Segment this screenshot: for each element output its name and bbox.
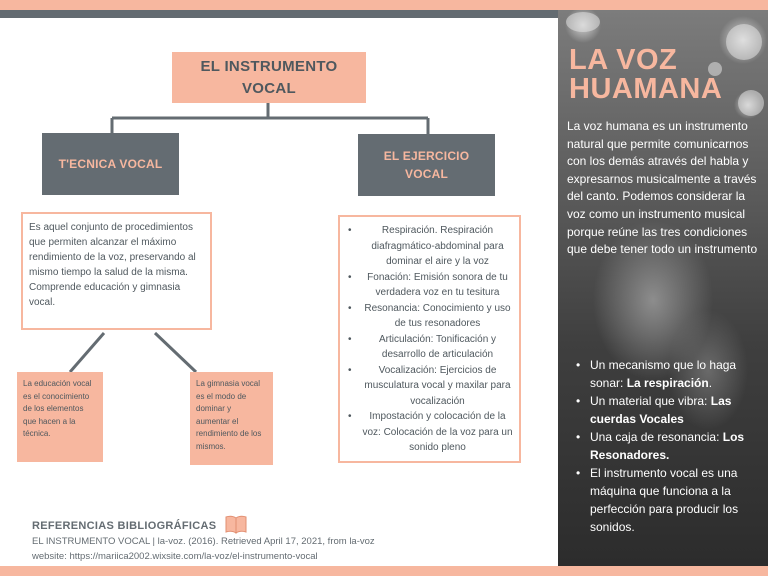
list-item: • Respiración. Respiración diafragmático-abdominal para dominar el aire y la voz bbox=[346, 223, 515, 270]
page-title bbox=[172, 52, 366, 103]
gymnastics-note-text: La gimnasia vocal es el modo de dominar y aumentar el rendimiento de los mismos. bbox=[196, 379, 262, 451]
ejercicio-vocal-label-line2: VOCAL bbox=[405, 167, 448, 181]
list-item: • Resonancia: Conocimiento y uso de tus resonadores bbox=[346, 301, 515, 332]
list-item: • Fonación: Emisión sonora de tu verdadera voz en tu tesitura bbox=[346, 270, 515, 301]
tecnica-vocal-label: T'ECNICA VOCAL bbox=[58, 157, 163, 171]
list-item: • Impostación y colocación de la voz: Colocación de la voz para un sonido pleno bbox=[346, 409, 515, 456]
references-title-text: REFERENCIAS BIBLIOGRÁFICAS bbox=[32, 519, 217, 532]
panel-paragraph: La voz humana es un instrumento natural que permite comunicarnos con los demás através del habla y expresarnos musicalmente a través del canto. Podemos considerar la voz como un instrumento musical porque reúne las tres condiciones que debe tener todo un instrumento bbox=[567, 119, 758, 257]
ejercicio-vocal-label-line1: EL EJERCICIO bbox=[383, 149, 470, 163]
panel-title-line2: HUAMANA bbox=[569, 73, 723, 105]
list-item: • El instrumento vocal es una máquina que funciona a la perfección para producir los sonidos. bbox=[572, 464, 758, 536]
connector-gym bbox=[155, 333, 196, 372]
page-title-line1: EL INSTRUMENTO bbox=[200, 57, 338, 75]
panel-title bbox=[569, 46, 722, 104]
list-item: • Un mecanismo que lo haga sonar: La respiración. bbox=[572, 356, 758, 392]
bokeh-light bbox=[726, 24, 762, 60]
tecnica-vocal-description-text: Es aquel conjunto de procedimientos que permiten alcanzar el máximo rendimiento de la voz, preservando al mismo tiempo la salud de la misma. Comprende educación y gimnasia vocal. bbox=[29, 222, 196, 308]
tecnica-vocal-description bbox=[21, 212, 212, 330]
ejercicio-vocal-list bbox=[346, 223, 515, 456]
singer-photo-panel bbox=[558, 10, 768, 566]
connector-edu bbox=[70, 333, 104, 372]
panel-title-line1: LA VOZ bbox=[569, 44, 678, 76]
gymnastics-note bbox=[190, 372, 273, 465]
education-note-text: La educación vocal es el conocimiento de los elementos que hacen a la técnica. bbox=[23, 379, 92, 438]
bottom-accent-bar bbox=[0, 566, 768, 576]
bokeh-light bbox=[566, 12, 600, 32]
reference-entry bbox=[32, 534, 412, 564]
ejercicio-vocal-list-box bbox=[338, 215, 521, 463]
ejercicio-vocal-heading bbox=[358, 134, 495, 196]
bokeh-light bbox=[738, 90, 764, 116]
reference-line1: EL INSTRUMENTO VOCAL | la-voz. (2016). Retrieved April 17, 2021, from la-voz bbox=[32, 536, 375, 547]
tecnica-vocal-heading bbox=[42, 133, 179, 195]
panel-list bbox=[572, 356, 758, 536]
list-item: • Vocalización: Ejercicios de musculatura vocal y maxilar para vocalización bbox=[346, 363, 515, 410]
reference-line2: website: https://mariica2002.wixsite.com/la-voz/el-instrumento-vocal bbox=[32, 551, 318, 562]
list-item: • Articulación: Tonificación y desarrollo de articulación bbox=[346, 332, 515, 363]
education-note bbox=[17, 372, 103, 462]
list-item: • Una caja de resonancia: Los Resonadores. bbox=[572, 428, 758, 464]
page-title-line2: VOCAL bbox=[242, 79, 296, 97]
list-item: • Un material que vibra: Las cuerdas Vocales bbox=[572, 392, 758, 428]
